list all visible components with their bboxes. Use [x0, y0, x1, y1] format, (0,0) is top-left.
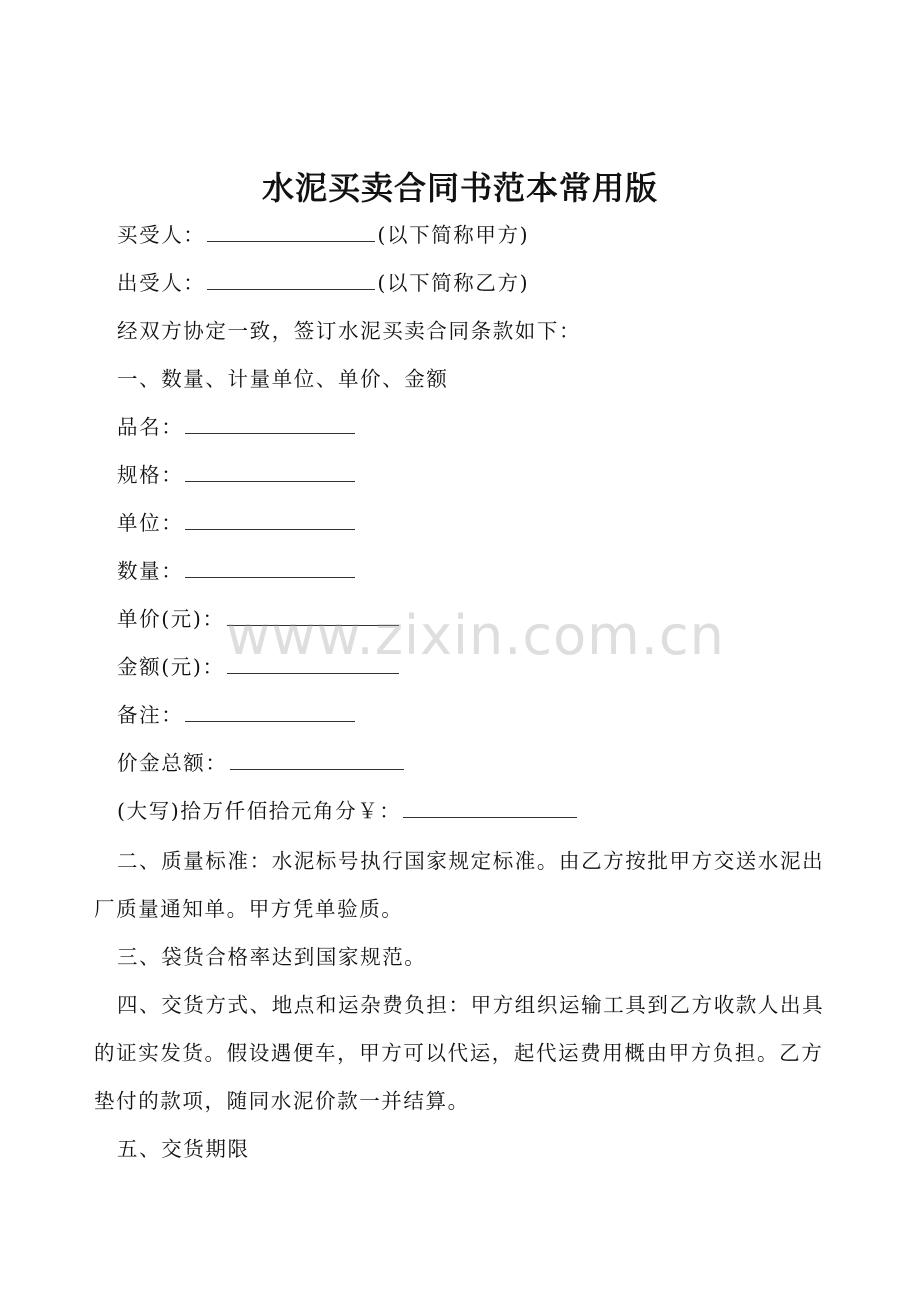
unit-price-line	[117, 604, 401, 634]
product-name-label: 品名：	[117, 415, 184, 439]
capital-amount-blank[interactable]	[403, 797, 577, 818]
unit-price-label: 单价(元)：	[117, 607, 225, 631]
section-1-heading: 一、数量、计量单位、单价、金额	[117, 367, 449, 391]
buyer-label: 买受人：	[117, 223, 206, 247]
amount-label: 金额(元)：	[117, 655, 225, 679]
section-3-paragraph: 三、袋货合格率达到国家规范。	[117, 945, 427, 969]
section-5-heading: 五、交货期限	[117, 1137, 250, 1161]
seller-label: 出受人：	[117, 271, 206, 295]
product-name-blank[interactable]	[185, 413, 355, 434]
remark-line	[117, 700, 357, 730]
spec-blank[interactable]	[185, 461, 355, 482]
unit-line	[117, 508, 357, 538]
spec-line	[117, 460, 357, 490]
spec-label: 规格：	[117, 463, 184, 487]
seller-line	[117, 268, 529, 298]
quantity-blank[interactable]	[185, 557, 355, 578]
seller-suffix: (以下简称乙方)	[377, 271, 530, 295]
seller-blank[interactable]	[207, 269, 375, 290]
unit-blank[interactable]	[185, 509, 355, 530]
remark-label: 备注：	[117, 703, 184, 727]
total-blank[interactable]	[230, 749, 404, 770]
buyer-blank[interactable]	[207, 221, 375, 242]
capital-amount-label: (大写)拾万仟佰拾元角分￥：	[117, 799, 402, 823]
document-title: 水泥买卖合同书范本常用版	[261, 169, 658, 207]
unit-price-blank[interactable]	[227, 605, 399, 626]
capital-amount-line	[117, 796, 579, 826]
quantity-line	[117, 556, 357, 586]
remark-blank[interactable]	[185, 701, 355, 722]
buyer-suffix: (以下简称甲方)	[377, 223, 530, 247]
section-2-paragraph: 二、质量标准：水泥标号执行国家规定标准。由乙方按批甲方交送水泥出厂质量通知单。甲方凭单验质。	[94, 849, 825, 921]
section-4-paragraph: 四、交货方式、地点和运杂费负担：甲方组织运输工具到乙方收款人出具的证实发货。假设遇便车，甲方可以代运，起代运费用概由甲方负担。乙方垫付的款项，随同水泥价款一并结算。	[94, 993, 825, 1113]
unit-label: 单位：	[117, 511, 184, 535]
amount-line	[117, 652, 401, 682]
buyer-line	[117, 220, 529, 250]
intro-text: 经双方协定一致，签订水泥买卖合同条款如下：	[117, 319, 582, 343]
watermark: www.zixin.com.cn	[226, 604, 725, 667]
total-label: 价金总额：	[117, 751, 228, 775]
amount-blank[interactable]	[227, 653, 399, 674]
quantity-label: 数量：	[117, 559, 184, 583]
product-name-line	[117, 412, 357, 442]
total-line	[117, 748, 406, 778]
